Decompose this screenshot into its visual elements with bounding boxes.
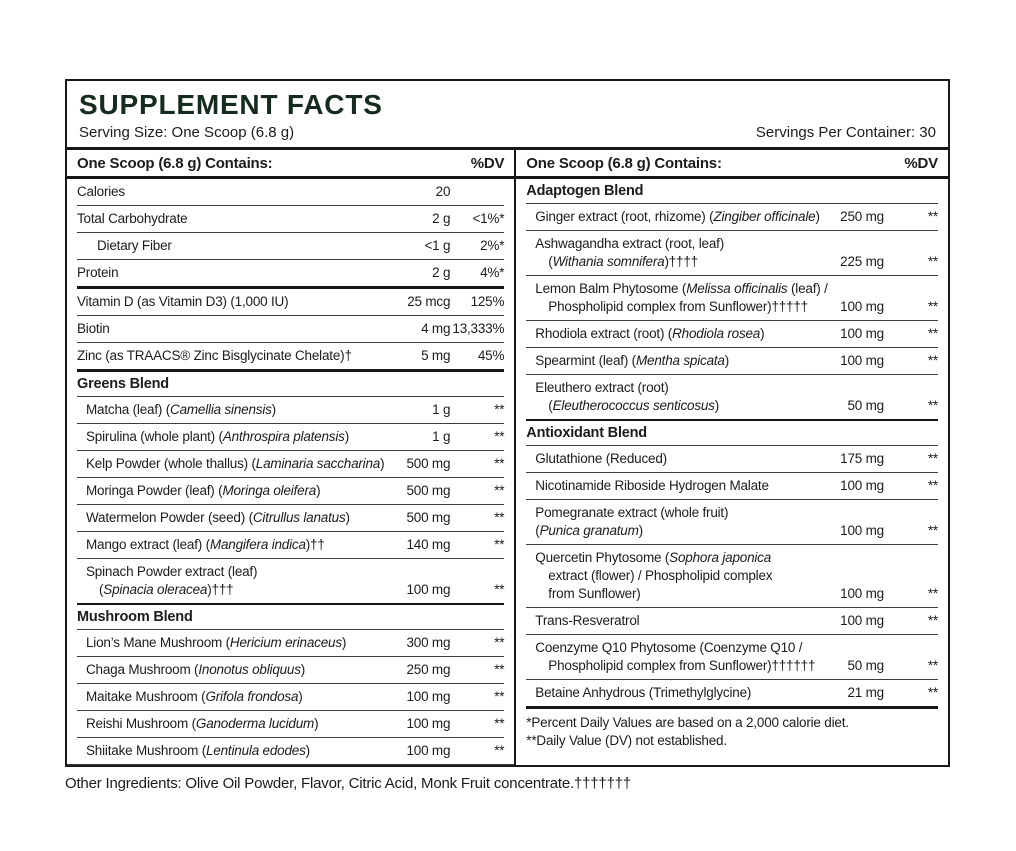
serving-size: Serving Size: One Scoop (6.8 g) <box>79 124 295 141</box>
serving-info-row <box>67 123 948 150</box>
ingredient-dv: ** <box>927 451 938 466</box>
ingredient-dv: 4%* <box>480 265 505 280</box>
left-column-header-row <box>67 150 514 179</box>
ingredient-name: Rhodiola extract (root) (Rhodiola rosea) <box>535 326 765 341</box>
table-row <box>77 342 504 369</box>
ingredient-dv: ** <box>927 523 938 538</box>
table-row <box>77 531 504 558</box>
table-row <box>77 656 504 683</box>
ingredient-amount: 20 <box>435 184 451 199</box>
ingredient-amount: 2 g <box>432 211 451 226</box>
footnote-dv-not-established: **Daily Value (DV) not established. <box>526 733 727 748</box>
ingredient-amount: <1 g <box>424 238 451 253</box>
ingredient-dv: 45% <box>477 348 505 363</box>
ingredient-amount: 100 mg <box>840 586 884 601</box>
ingredient-name: Nicotinamide Riboside Hydrogen Malate <box>535 478 769 493</box>
ingredient-name: Lion’s Mane Mushroom (Hericium erinaceus) <box>86 635 347 650</box>
ingredient-name: Shiitake Mushroom (Lentinula edodes) <box>86 743 310 758</box>
ingredient-amount: 25 mcg <box>407 294 451 309</box>
ingredient-dv: ** <box>927 478 938 493</box>
left-rows <box>67 179 514 765</box>
table-row <box>77 450 504 477</box>
ingredient-amount: 2 g <box>432 265 451 280</box>
table-row <box>526 607 938 634</box>
table-row <box>526 544 938 607</box>
section-title: Greens Blend <box>77 376 169 392</box>
section-title: Mushroom Blend <box>77 609 193 625</box>
ingredient-amount: 250 mg <box>406 662 451 677</box>
table-row <box>77 396 504 423</box>
ingredient-dv: ** <box>494 743 505 758</box>
ingredient-dv: ** <box>927 353 938 368</box>
ingredient-amount: 21 mg <box>847 685 884 700</box>
ingredient-name: Moringa Powder (leaf) (Moringa oleifera) <box>86 483 321 498</box>
ingredient-dv: <1%* <box>472 211 505 226</box>
right-rows <box>516 179 948 706</box>
table-row <box>77 710 504 737</box>
section-header-row <box>77 369 504 396</box>
table-row <box>77 286 504 315</box>
table-row <box>77 558 504 603</box>
table-row <box>77 504 504 531</box>
table-row <box>77 477 504 504</box>
ingredient-dv: ** <box>927 613 938 628</box>
servings-per-container: Servings Per Container: 30 <box>755 124 936 141</box>
ingredient-amount: 100 mg <box>840 523 884 538</box>
ingredient-name: Biotin <box>77 321 110 336</box>
footnote-percent-dv: *Percent Daily Values are based on a 2,000 calorie diet. <box>526 715 849 730</box>
ingredient-amount: 100 mg <box>840 299 884 314</box>
table-row <box>77 315 504 342</box>
table-row <box>77 259 504 286</box>
ingredient-dv: ** <box>494 537 505 552</box>
ingredient-dv: 13,333% <box>452 321 505 336</box>
table-row <box>526 499 938 544</box>
ingredient-amount: 500 mg <box>406 510 451 525</box>
table-row <box>526 230 938 275</box>
ingredient-name: Dietary Fiber <box>97 238 172 253</box>
ingredient-amount: 300 mg <box>406 635 451 650</box>
ingredient-name: Reishi Mushroom (Ganoderma lucidum) <box>86 716 319 731</box>
table-row <box>526 472 938 499</box>
right-column-header-row <box>516 150 948 179</box>
facts-columns <box>67 150 948 765</box>
table-row <box>526 445 938 472</box>
table-row <box>77 423 504 450</box>
ingredient-amount: 1 g <box>432 402 451 417</box>
ingredient-name: Kelp Powder (whole thallus) (Laminaria saccharina) <box>86 456 385 471</box>
table-row <box>526 679 938 706</box>
ingredient-name: Coenzyme Q10 Phytosome (Coenzyme Q10 / Phospholipid complex from Sunflower)†††††† <box>535 640 816 673</box>
left-dv-header: %DV <box>470 155 505 172</box>
right-column <box>516 150 948 765</box>
ingredient-dv: ** <box>927 586 938 601</box>
ingredient-name: Zinc (as TRAACS® Zinc Bisglycinate Chelate)† <box>77 348 352 363</box>
ingredient-dv: ** <box>927 326 938 341</box>
ingredient-amount: 175 mg <box>840 451 884 466</box>
ingredient-name: Protein <box>77 265 119 280</box>
ingredient-name: Quercetin Phytosome (Sophora japonica extract (flower) / Phospholipid complex from Sunflower) <box>535 550 773 601</box>
ingredient-dv: ** <box>494 483 505 498</box>
ingredient-name: Calories <box>77 184 125 199</box>
ingredient-dv: ** <box>494 510 505 525</box>
left-contains-header: One Scoop (6.8 g) Contains: <box>77 155 273 172</box>
ingredient-amount: 100 mg <box>840 613 884 628</box>
right-contains-header: One Scoop (6.8 g) Contains: <box>526 155 722 172</box>
table-row <box>77 737 504 764</box>
ingredient-amount: 500 mg <box>406 483 451 498</box>
ingredient-name: Watermelon Powder (seed) (Citrullus lanatus) <box>86 510 350 525</box>
ingredient-amount: 50 mg <box>847 398 884 413</box>
ingredient-amount: 50 mg <box>847 658 884 673</box>
ingredient-name: Eleuthero extract (root) (Eleutherococcus senticosus) <box>535 380 720 413</box>
ingredient-name: Spearmint (leaf) (Mentha spicata) <box>535 353 730 368</box>
table-row <box>526 634 938 679</box>
table-row <box>77 232 504 259</box>
ingredient-dv: ** <box>927 685 938 700</box>
ingredient-amount: 100 mg <box>840 353 884 368</box>
ingredient-dv: ** <box>927 658 938 673</box>
table-row <box>77 205 504 232</box>
section-header-row <box>526 179 938 203</box>
ingredient-amount: 225 mg <box>840 254 884 269</box>
ingredient-name: Lemon Balm Phytosome (Melissa officinalis (leaf) / Phospholipid complex from Sunflower)††††† <box>535 281 828 314</box>
ingredient-dv: ** <box>494 456 505 471</box>
ingredient-dv: ** <box>494 429 505 444</box>
ingredient-amount: 1 g <box>432 429 451 444</box>
ingredient-dv: ** <box>494 662 505 677</box>
ingredient-amount: 4 mg <box>421 321 451 336</box>
ingredient-dv: ** <box>494 716 505 731</box>
ingredient-amount: 100 mg <box>406 716 451 731</box>
footnotes <box>526 706 938 757</box>
section-title: Antioxidant Blend <box>526 425 647 441</box>
ingredient-dv: ** <box>494 582 505 597</box>
ingredient-name: Total Carbohydrate <box>77 211 188 226</box>
ingredient-name: Trans-Resveratrol <box>535 613 640 628</box>
ingredient-dv: ** <box>927 209 938 224</box>
table-row <box>526 203 938 230</box>
ingredient-amount: 100 mg <box>840 326 884 341</box>
ingredient-amount: 100 mg <box>406 582 451 597</box>
ingredient-amount: 100 mg <box>840 478 884 493</box>
right-dv-header: %DV <box>904 155 938 172</box>
ingredient-dv: ** <box>927 398 938 413</box>
label-box <box>65 79 950 767</box>
section-title: Adaptogen Blend <box>526 183 644 199</box>
ingredient-name: Betaine Anhydrous (Trimethylglycine) <box>535 685 752 700</box>
ingredient-amount: 100 mg <box>406 743 451 758</box>
section-header-row <box>77 603 504 629</box>
ingredient-name: Chaga Mushroom (Inonotus obliquus) <box>86 662 306 677</box>
table-row <box>77 179 504 205</box>
table-row <box>77 683 504 710</box>
ingredient-dv: 125% <box>470 294 505 309</box>
ingredient-dv: ** <box>494 689 505 704</box>
ingredient-amount: 140 mg <box>406 537 451 552</box>
ingredient-name: Mango extract (leaf) (Mangifera indica)†† <box>86 537 325 552</box>
ingredient-dv: ** <box>927 299 938 314</box>
ingredient-name: Matcha (leaf) (Camellia sinensis) <box>86 402 276 417</box>
ingredient-dv: ** <box>927 254 938 269</box>
ingredient-amount: 100 mg <box>406 689 451 704</box>
ingredient-name: Maitake Mushroom (Grifola frondosa) <box>86 689 303 704</box>
other-ingredients: Other Ingredients: Olive Oil Powder, Flavor, Citric Acid, Monk Fruit concentrate.††††††† <box>65 775 632 792</box>
ingredient-dv: 2%* <box>480 238 505 253</box>
ingredient-name: Pomegranate extract (whole fruit) (Punica granatum) <box>535 505 729 538</box>
table-row <box>526 320 938 347</box>
left-column <box>67 150 516 765</box>
table-row <box>526 347 938 374</box>
ingredient-name: Ashwagandha extract (root, leaf) (Withania somnifera)†††† <box>535 236 725 269</box>
page-title: SUPPLEMENT FACTS <box>79 89 383 120</box>
ingredient-dv: ** <box>494 402 505 417</box>
table-row <box>526 275 938 320</box>
ingredient-name: Spirulina (whole plant) (Anthrospira platensis) <box>86 429 349 444</box>
ingredient-amount: 500 mg <box>406 456 451 471</box>
ingredient-dv: ** <box>494 635 505 650</box>
ingredient-name: Glutathione (Reduced) <box>535 451 667 466</box>
ingredient-name: Ginger extract (root, rhizome) (Zingiber officinale) <box>535 209 820 224</box>
ingredient-name: Vitamin D (as Vitamin D3) (1,000 IU) <box>77 294 289 309</box>
section-header-row <box>526 419 938 445</box>
ingredient-name: Spinach Powder extract (leaf) (Spinacia oleracea)††† <box>86 564 258 597</box>
ingredient-amount: 250 mg <box>840 209 884 224</box>
ingredient-amount: 5 mg <box>421 348 451 363</box>
table-row <box>77 629 504 656</box>
table-row <box>526 374 938 419</box>
